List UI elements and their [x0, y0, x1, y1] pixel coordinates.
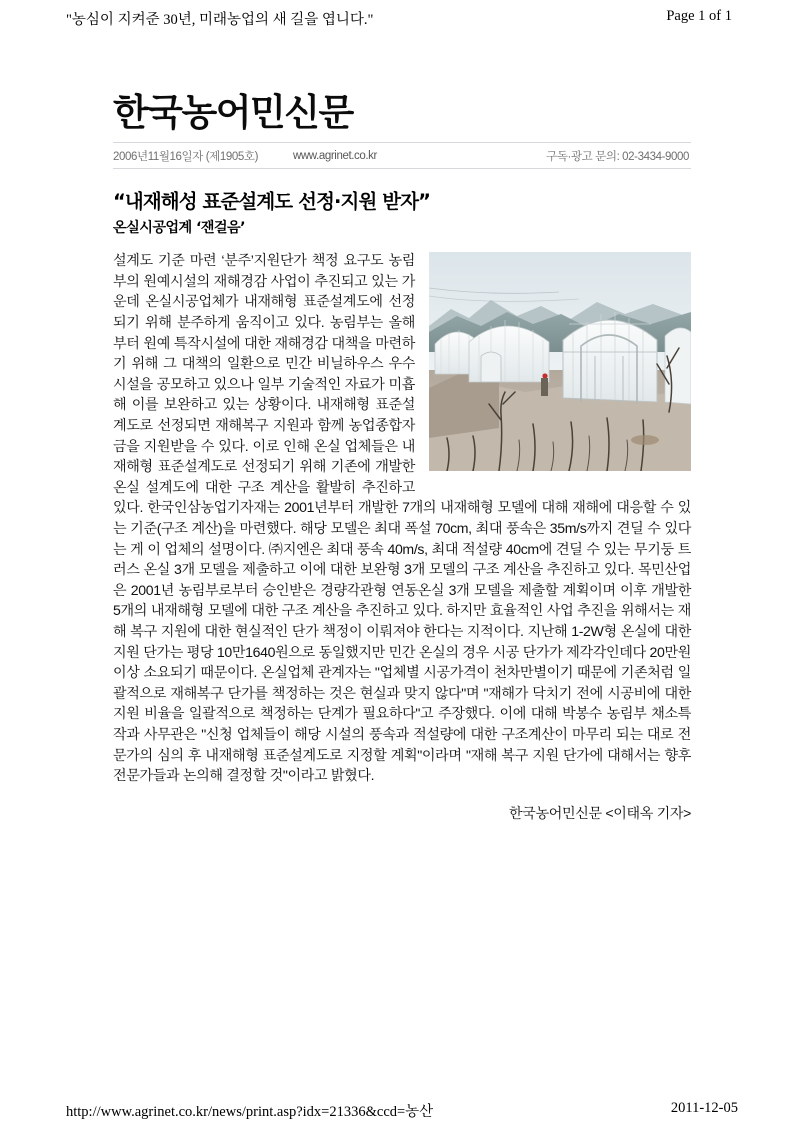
print-footer-date: 2011-12-05	[670, 1100, 738, 1116]
print-header-page-indicator: Page 1 of 1	[666, 8, 732, 24]
masthead-issue-date: 2006년11월16일자 (제1905호)	[113, 150, 259, 163]
print-header	[0, 8, 800, 30]
article-photo	[429, 252, 691, 471]
article-headline: “내재해성 표준설계도 선정·지원 받자”	[113, 190, 431, 214]
print-footer-url: http://www.agrinet.co.kr/news/print.asp?idx=21336&ccd=농산	[66, 1104, 434, 1120]
article-byline: 한국농어민신문 <이태옥 기자>	[508, 804, 691, 821]
article-body-text: 설계도 기준 마련 ‘분주’지원단가 책정 요구도 농림부의 원예시설의 재해경감 사업이 추진되고 있는 가운데 온실시공업체가 내재해형 표준설계도에 선정되기 위해 분주하게 움직이고 있다. 농림부는 올해부터 원예 특작시설에 대한 재해경감 대책을 마련하기 위해 그 대책의 일환으로 민간 비닐하우스 우수시설을 공모하고 있으나 일부 기술적인 자료가 미흡해 이를 보완하고 있는 상황이다. 내재해형 표준설계도로 선정되면 재해복구 지원과 함께 농업종합자금을 지원받을 수 있다. 이로 인해 온실 업체들은 내재해형 표준설계도로 선정되기 위해 기존에 개발한 온실 설계도에 대한 구조 계산을 활발히 추진하고 있다. 한국인삼농업기자재는 2001년부터 개발한 7개의 내재해형 모델에 대해 재해에 대응할 수 있는 기준(구조 계산)을 마련했다. 해당 모델은 최대 폭설 70cm, 최대 풍속은 35m/s까지 견딜 수 있다는 게 이 업체의 설명이다. ㈜지엔은 최대 풍속 40m/s, 최대 적설량 40cm에 견딜 수 있는 무기둥 트러스 온실 3개 모델을 제출하고 이에 대한 보완형 3개 모델의 구조 계산을 추진하고 있다. 목민산업은 2001년 농림부로부터 승인받은 경량각관형 연동온실 3개 모델을 제출할 계획이며 이후 개발한 5개의 내재해형 모델에 대한 구조 계산을 추진하고 있다. 하지만 효율적인 사업 추진을 위해서는 재해 복구 지원에 대한 현실적인 단가 책정이 이뤄져야 한다는 지적이다. 지난해 1-2W형 온실에 대한 지원 단가는 평당 10만1640원으로 동일했지만 민간 온실의 경우 시공 단가가 제각각인데다 20만원 이상 소요되기 때문이다. 온실업체 관계자는 "업체별 시공가격이 천차만별이기 때문에 기존처럼 일괄적으로 재해복구 단가를 책정하는 것은 현실과 맞지 않다"며 "재해가 닥치기 전에 시공비에 대한 지원 비율을 일괄적으로 책정하는 단계가 필요하다"고 주장했다. 이에 대해 박봉수 농림부 채소특작과 사무관은 "신청 업체들이 해당 시설의 풍속과 적설량에 대한 구조계산이 마무리 되는 대로 전문가의 심의 후 내재해형 표준설계도로 지정할 계획"이라며 "재해 복구 지원 단가에 대해서는 향후 전문가들과 논의해 결정할 것"이라고 밝혔다.	[113, 252, 691, 784]
greenhouse-photo-illustration	[429, 252, 691, 471]
masthead-rule-bottom	[113, 168, 691, 169]
print-header-tagline: "농심이 지켜준 30년, 미래농업의 새 길을 엽니다."	[66, 12, 374, 28]
masthead-info-bar	[113, 143, 691, 168]
print-footer	[0, 1100, 800, 1121]
article-body	[113, 250, 691, 785]
masthead-website[interactable]: www.agrinet.co.kr	[293, 149, 377, 162]
masthead-contact: 구독·광고 문의: 02-3434-9000	[546, 150, 689, 163]
newspaper-masthead-logo: 한국농어민신문	[113, 91, 353, 134]
article-subhead: 온실시공업계 ‘잰걸음’	[113, 219, 245, 236]
article-sheet	[113, 92, 691, 823]
